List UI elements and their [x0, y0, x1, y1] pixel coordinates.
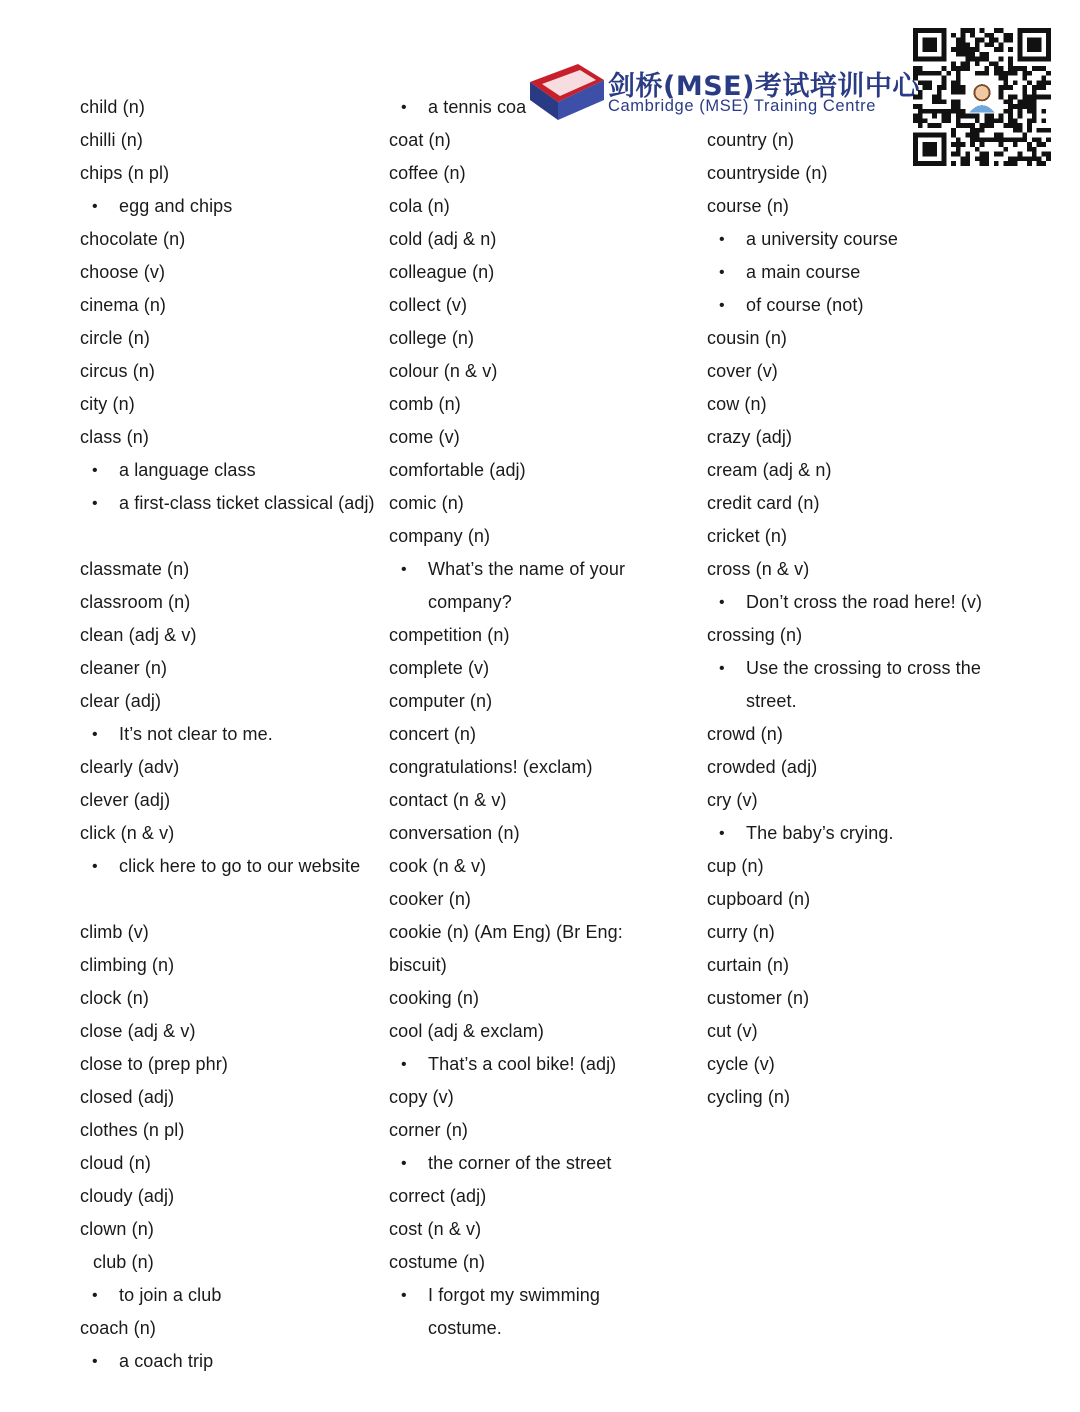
vocab-entry: countryside (n): [707, 163, 828, 183]
example-phrase: • a tennis coa: [389, 91, 659, 124]
word-list-column-2: [389, 91, 659, 1345]
vocab-entry: curry (n): [707, 922, 775, 942]
vocab-entry: comfortable (adj): [389, 460, 526, 480]
vocab-entry: closed (adj): [80, 1087, 175, 1107]
vocab-entry: cola (n): [389, 196, 450, 216]
example-phrase: • That’s a cool bike! (adj): [389, 1048, 659, 1081]
example-phrase: • Use the crossing to cross the street.: [707, 652, 1017, 718]
vocab-entry: comic (n): [389, 493, 464, 513]
logo-english-name: Cambridge (MSE) Training Centre: [608, 97, 877, 115]
vocab-entry: clean (adj & v): [80, 625, 197, 645]
vocab-entry: circle (n): [80, 328, 151, 348]
vocab-entry: coat (n): [389, 130, 451, 150]
vocab-entry: circus (n): [80, 361, 156, 381]
vocab-entry: climbing (n): [80, 955, 175, 975]
vocab-entry: cover (v): [707, 361, 778, 381]
vocab-entry: cricket (n): [707, 526, 788, 546]
vocab-entry: cleaner (n): [80, 658, 168, 678]
vocab-entry: crowded (adj): [707, 757, 818, 777]
vocab-entry: cooker (n): [389, 889, 472, 909]
vocab-entry: cook (n & v): [389, 856, 487, 876]
vocab-entry: class (n): [80, 427, 149, 447]
vocab-entry: customer (n): [707, 988, 810, 1008]
vocab-entry: contact (n & v): [389, 790, 507, 810]
vocab-entry: computer (n): [389, 691, 493, 711]
vocab-entry: chocolate (n): [80, 229, 186, 249]
example-phrase: • of course (not): [707, 289, 1017, 322]
vocab-entry: classmate (n): [80, 559, 190, 579]
vocab-entry: cross (n & v): [707, 559, 810, 579]
vocab-entry: cut (v): [707, 1021, 758, 1041]
vocab-entry: course (n): [707, 196, 790, 216]
vocab-entry: classroom (n): [80, 592, 191, 612]
example-phrase: • a university course: [707, 223, 1017, 256]
vocab-entry: climb (v): [80, 922, 149, 942]
qr-code-icon: [913, 28, 1051, 166]
vocab-entry: crazy (adj): [707, 427, 793, 447]
vocab-entry: crowd (n): [707, 724, 783, 744]
logo-chinese-name: 剑桥(MSE)考试培训中心: [608, 71, 920, 102]
vocab-entry: concert (n): [389, 724, 477, 744]
vocab-entry: curtain (n): [707, 955, 790, 975]
vocab-entry: cinema (n): [80, 295, 167, 315]
vocab-entry: corner (n): [389, 1120, 469, 1140]
vocab-entry: cycling (n): [707, 1087, 791, 1107]
vocab-entry: chilli (n): [80, 130, 144, 150]
vocab-entry: credit card (n): [707, 493, 820, 513]
vocab-entry: clown (n): [80, 1219, 154, 1239]
vocab-entry: complete (v): [389, 658, 490, 678]
vocab-entry: country (n): [707, 130, 795, 150]
example-phrase: • a coach trip: [80, 1345, 380, 1378]
vocab-entry: coach (n): [80, 1318, 156, 1338]
vocab-entry: congratulations! (exclam): [389, 757, 593, 777]
example-phrase: • What’s the name of your company?: [389, 553, 659, 619]
vocab-entry: cycle (v): [707, 1054, 775, 1074]
vocab-entry: chips (n pl): [80, 163, 170, 183]
vocab-entry: colleague (n): [389, 262, 495, 282]
vocab-entry: come (v): [389, 427, 460, 447]
vocab-entry: comb (n): [389, 394, 461, 414]
vocab-entry: clever (adj): [80, 790, 171, 810]
vocab-entry: club (n): [93, 1252, 154, 1272]
vocab-entry: city (n): [80, 394, 135, 414]
vocab-entry: click (n & v): [80, 823, 175, 843]
vocab-entry: company (n): [389, 526, 491, 546]
example-phrase: • click here to go to our website: [80, 850, 380, 916]
vocab-entry: colour (n & v): [389, 361, 498, 381]
vocab-entry: coffee (n): [389, 163, 466, 183]
example-phrase: • Don’t cross the road here! (v): [707, 586, 1017, 619]
example-phrase: • egg and chips: [80, 190, 380, 223]
vocab-entry: cold (adj & n): [389, 229, 497, 249]
cambridge-mse-logo: [528, 62, 920, 122]
example-phrase: • The baby’s crying.: [707, 817, 1017, 850]
example-phrase: • a main course: [707, 256, 1017, 289]
example-phrase: • a language class: [80, 454, 380, 487]
logo-emblem-icon: [528, 62, 606, 122]
example-phrase: • to join a club: [80, 1279, 380, 1312]
example-phrase: • I forgot my swimming costume.: [389, 1279, 659, 1345]
vocab-entry: cool (adj & exclam): [389, 1021, 544, 1041]
vocab-entry: cloud (n): [80, 1153, 151, 1173]
example-phrase: • It’s not clear to me.: [80, 718, 380, 751]
vocab-entry: correct (adj): [389, 1186, 487, 1206]
vocab-entry: clearly (adv): [80, 757, 180, 777]
vocab-entry: choose (v): [80, 262, 166, 282]
vocab-entry: conversation (n): [389, 823, 520, 843]
example-phrase: • a first-class ticket classical (adj): [80, 487, 380, 553]
vocab-entry: clear (adj): [80, 691, 162, 711]
vocab-entry: close to (prep phr): [80, 1054, 228, 1074]
word-list-column-3: [707, 91, 1017, 1114]
vocab-entry: child (n): [80, 97, 145, 117]
vocab-entry: cloudy (adj): [80, 1186, 175, 1206]
vocab-entry: competition (n): [389, 625, 510, 645]
vocab-entry: collect (v): [389, 295, 468, 315]
vocab-entry: clothes (n pl): [80, 1120, 185, 1140]
vocab-entry: close (adj & v): [80, 1021, 196, 1041]
vocab-entry: cup (n): [707, 856, 764, 876]
vocab-entry: cow (n): [707, 394, 767, 414]
vocab-entry: cost (n & v): [389, 1219, 482, 1239]
vocab-entry: costume (n): [389, 1252, 486, 1272]
vocab-entry: copy (v): [389, 1087, 454, 1107]
vocab-entry: clock (n): [80, 988, 149, 1008]
vocab-entry: cry (v): [707, 790, 758, 810]
vocab-entry: crossing (n): [707, 625, 803, 645]
word-list-column-1: [80, 91, 380, 1378]
vocab-entry: college (n): [389, 328, 475, 348]
vocab-entry: cousin (n): [707, 328, 788, 348]
vocab-entry: cream (adj & n): [707, 460, 832, 480]
vocab-entry: cookie (n) (Am Eng) (Br Eng: biscuit): [389, 922, 623, 975]
vocab-entry: cupboard (n): [707, 889, 811, 909]
example-phrase: • the corner of the street: [389, 1147, 659, 1180]
vocab-entry: cooking (n): [389, 988, 480, 1008]
